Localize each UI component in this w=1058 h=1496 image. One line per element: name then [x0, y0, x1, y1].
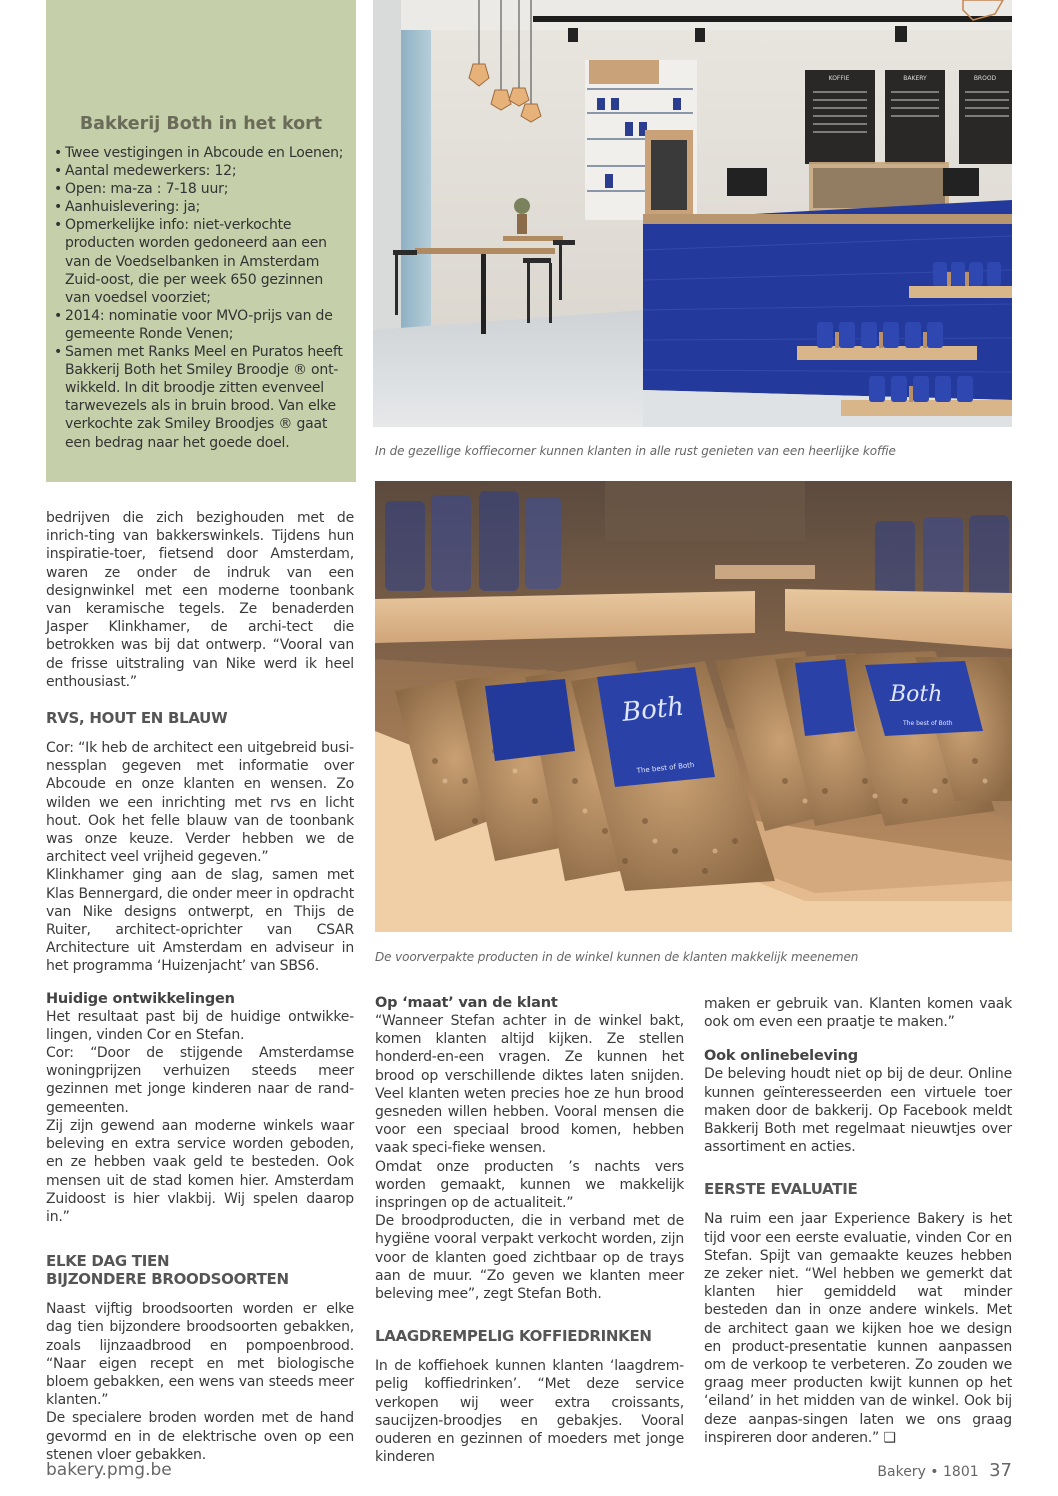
info-box-title: Bakkerij Both in het kort [79, 114, 323, 134]
photo-caption: In de gezellige koffiecorner kunnen klanten in alle rust genieten van een heerlijke koffie [375, 444, 896, 458]
footer-issue [877, 1460, 1012, 1481]
photo-caption: De voorverpakte producten in de winkel kunnen de klanten makkelijk meenemen [375, 950, 859, 964]
body-text: De broodproducten, die in verband met de hygiëne vooral verpakt verkocht worden, zijn voor de klanten goed zichtbaar op de trays aan de muur. “Zo geven we klanten meer beleving mee”, zegt Stefan Both. [375, 1213, 684, 1303]
shop-interior-photo [373, 0, 1012, 427]
body-text: Cor: “Ik heb de architect een uitgebreid busi-nessplan gegeven met informatie over Abcoude en onze klanten en wensen. Zo wilden we een inrichting met rvs en licht hout. Ook het felle blauw van de toonbank was onze keuze. Verder hebben we de architect veel vrijheid gegeven.” [46, 740, 354, 866]
list-item: • Samen met Ranks Meel en Puratos heeft Bakkerij Both het Smiley Broodje ® ont-wikkeld. In dit broodje zitten evenveel tarwevezels als in bruin brood. Van elke verkochte zak Smiley Broodjes ® gaat een bedrag naar het goede doel. [54, 343, 346, 452]
body-text: Cor: “Door de stijgende Amsterdamse woningprijzen verhuizen steeds meer gezinnen met jonge kinderen naar de rand-gemeenten. [46, 1045, 354, 1116]
body-text: In de koffiehoek kunnen klanten ‘laagdrem-pelig koffiedrinken’. “Met deze service verkopen wij weer extra croissants, saucijzen-broodjes en gebakjes. Vooral ouderen en gezinnen of moeders met jonge kinderen [375, 1358, 684, 1466]
page-number: 37 [989, 1460, 1012, 1481]
packaged-products-photo [375, 481, 1012, 932]
footer-website: bakery.pmg.be [46, 1460, 172, 1480]
article-column-1 [46, 509, 354, 1464]
info-box [46, 0, 356, 482]
body-text: Na ruim een jaar Experience Bakery is het tijd voor een eerste evaluatie, vinden Cor en Stefan. Spijt van gemaakte keuzes hebben ze zeker niet. “Wel hebben we gemerkt dat klanten hier gemiddeld wat minder besteden dan in onze andere winkels. Met de architect gaan we kijken hoe we design en product-presentatie kunnen aanpassen om de verkoop te verbeteren. Zo zouden we graag meer producten kwijt kunnen op het ‘eiland’ in het midden van de winkel. Ook bij deze aanpas-singen laten we ons graag inspireren door anderen.” ❑ [704, 1211, 1012, 1446]
bag-brand: Both [620, 691, 686, 728]
section-subheading: Huidige ontwikkelingen [46, 990, 235, 1007]
section-heading: LAAGDREMPELIG KOFFIEDRINKEN [375, 1327, 652, 1346]
body-text: bedrijven die zich bezighouden met de inrich-ting van bakkerswinkels. Tijdens hun inspiratie-toer, fietsend door Amsterdam, waren ze onder de indruk van een designwinkel met een moderne toonbank van keramische tegels. Ze benaderden Jasper Klinkhamer, de archi-tect die betrokken was bij dat ontwerp. “Vooral van de frisse uitstraling van Nike werd ik heel enthousiast.” [46, 510, 354, 690]
section-subheading: Op ‘maat’ van de klant [375, 995, 558, 1011]
body-text: Zij zijn gewend aan moderne winkels waar beleving en extra service worden geboden, en ze hebben vaak geld te besteden. Ook mensen uit de stad komen hier. Amsterdam Zuidoost is hier vlakbij. Wij spelen daarop in.” [46, 1117, 354, 1225]
body-text: Omdat onze producten ’s nachts vers worden gemaakt, kunnen we makkelijk inspringen op de actualiteit.” [375, 1158, 684, 1212]
article-column-3 [704, 995, 1012, 1447]
section-subheading: Ook onlinebeleving [704, 1048, 858, 1065]
body-text: Naast vijftig broodsoorten worden er elke dag tien bijzondere broodsoorten gebakken, zoals lijnzaadbrood en pompoenbrood. “Naar eigen recept en met biologische bloem gebakken, een wens van steeds meer klanten.” [46, 1301, 354, 1409]
list-item: • Aanhuislevering: ja; [54, 198, 346, 216]
info-box-list [54, 144, 346, 452]
article-column-2 [375, 994, 684, 1466]
list-item: • 2014: nominatie voor MVO-prijs van de gemeente Ronde Venen; [54, 307, 346, 343]
menu-board-label: BAKERY [903, 75, 927, 82]
bag-brand: Both [890, 682, 943, 707]
bag-tagline: The best of Both [903, 720, 953, 727]
body-text: Het resultaat past bij de huidige ontwikke-lingen, vinden Cor en Stefan. [46, 1008, 354, 1043]
body-text: Klinkhamer ging aan de slag, samen met Klas Bennergard, die onder meer in opdracht van Nike designs ontwerpt, en Thijs de Ruiter, architect-oprichter van CSAR Architecture uit Amsterdam en adviseur in het programma ‘Huizenjacht’ van SBS6. [46, 867, 354, 975]
section-heading: EERSTE EVALUATIE [704, 1180, 858, 1199]
list-item: • Aantal medewerkers: 12; [54, 162, 346, 180]
section-heading: ELKE DAG TIEN [46, 1252, 170, 1271]
bag-tagline: The best of Both [636, 760, 695, 775]
body-text: “Wanneer Stefan achter in de winkel bakt, komen klanten altijd kijken. Ze stellen honderd-en-een vragen. Ze kunnen het brood op verschillende diktes laten snijden. Veel klanten weten precies hoe ze hun brood gesneden willen hebben. Vooral mensen die voor een speciaal brood komen, hebben vaak speci-fieke wensen. [375, 1013, 684, 1157]
list-item: • Opmerkelijke info: niet-verkochte producten worden gedoneerd aan een van de Voedselbanken in Amsterdam Zuid-oost, die per week 650 gezinnen van voedsel voorziet; [54, 216, 346, 306]
issue-label: Bakery • 1801 [877, 1464, 979, 1480]
body-text: De specialere broden worden met de hand gevormd en in de elektrische oven op een stenen vloer gebakken. [46, 1410, 354, 1463]
body-text: De beleving houdt niet op bij de deur. Online kunnen geïnteresseerden een virtuele toer maken door de bakkerij. Op Facebook meldt Bakkerij Both met regelmaat nieuwtjes over assortiment en acties. [704, 1066, 1012, 1156]
menu-board-label: KOFFIE [828, 75, 850, 82]
menu-board-label: BROOD [973, 75, 997, 82]
body-text: maken er gebruik van. Klanten komen vaak ook om even een praatje te maken.” [704, 996, 1012, 1031]
section-heading: RVS, HOUT EN BLAUW [46, 709, 228, 728]
list-item: • Twee vestigingen in Abcoude en Loenen; [54, 144, 346, 162]
list-item: • Open: ma-za : 7-18 uur; [54, 180, 346, 198]
section-heading: BIJZONDERE BROODSOORTEN [46, 1270, 289, 1289]
